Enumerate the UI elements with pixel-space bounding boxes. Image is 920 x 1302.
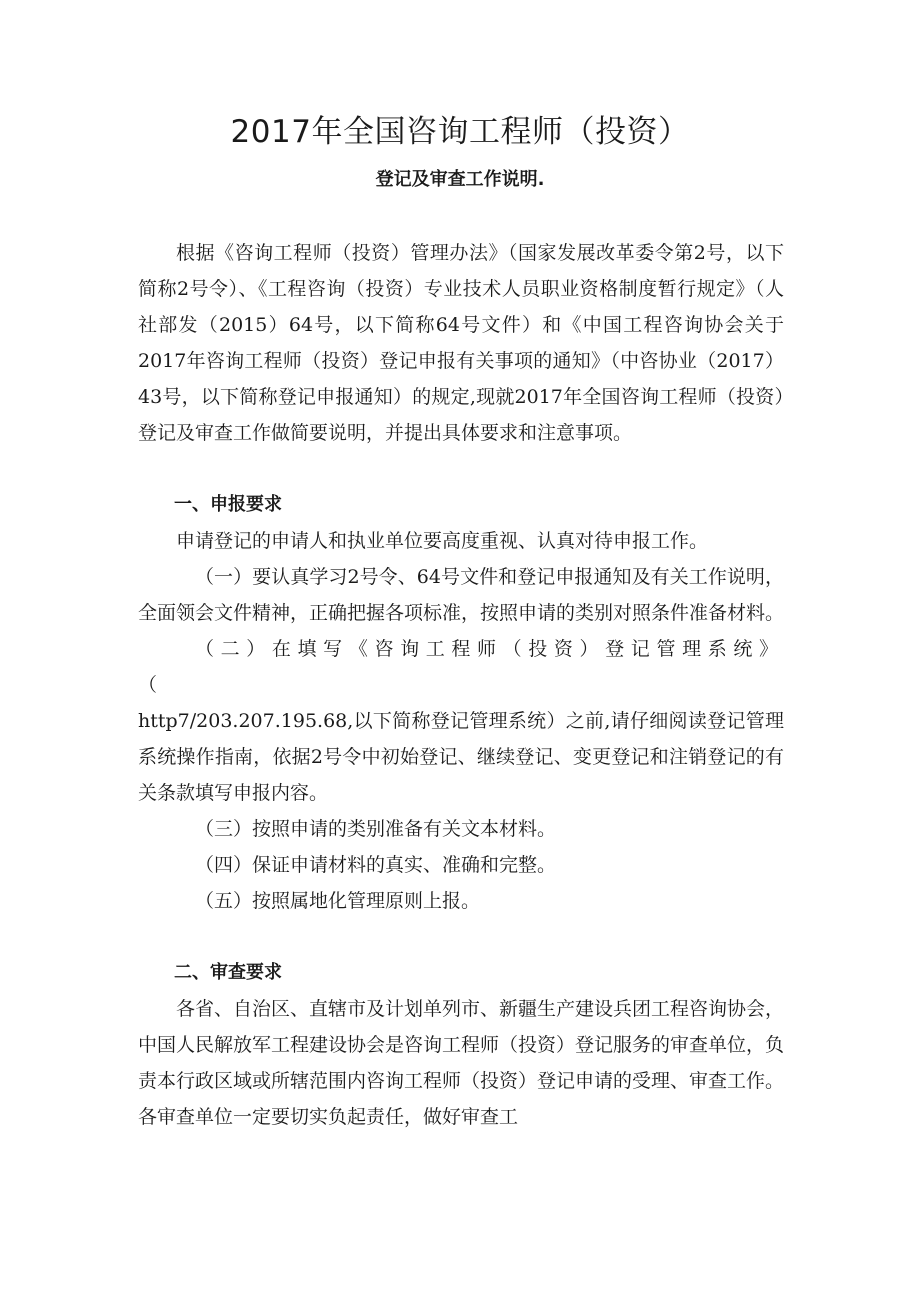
section1-item-2: （二）在填写《咨询工程师（投资）登记管理系统》（ — [138, 638, 784, 696]
section1-item-5: （五）按照属地化管理原则上报。 — [195, 890, 481, 912]
section-heading-2: 二、审查要求 — [174, 962, 282, 983]
section1-item-1: （一）要认真学习2号令、64号文件和登记申报通知及有关工作说明，全面领会文件精神，正确把握各项标准，按照申请的类别对照条件准备材料。 — [138, 566, 785, 624]
section1-item-2-continued: http7∕203.207.195.68,以下简称登记管理系统）之前,请仔细阅读登记管理系统操作指南，依据2号令中初始登记、继续登记、变更登记和注销登记的有关条款填写申报内容。 — [138, 710, 784, 804]
section2-paragraph: 各省、自治区、直辖市及计划单列市、新疆生产建设兵团工程咨询协会，中国人民解放军工程建设协会是咨询工程师（投资）登记服务的审查单位，负责本行政区域或所辖范围内咨询工程师（投资）登记申请的受理、审查工作。各审查单位一定要切实负起责任，做好审查工 — [138, 998, 785, 1128]
document-title: 2017年全国咨询工程师（投资） — [230, 114, 690, 150]
document-body — [138, 235, 784, 1135]
section1-item-4: （四）保证申请材料的真实、准确和完整。 — [195, 854, 557, 876]
document-subtitle: 登记及审查工作说明. — [375, 169, 545, 190]
section1-lead: 申请登记的申请人和执业单位要高度重视、认真对待申报工作。 — [176, 530, 709, 552]
section1-item-3: （三）按照申请的类别准备有关文本材料。 — [195, 818, 557, 840]
intro-paragraph: 根据《咨询工程师（投资）管理办法》（国家发展改革委令第2号，以下简称2号令）、《工程咨询（投资）专业技术人员职业资格制度暂行规定》（人社部发（2015）64号，以下简称64号文件）和《中国工程咨询协会关于2017年咨询工程师（投资）登记申报有关事项的通知》（中咨协业（2017）43号，以下简称登记申报通知）的规定,现就2017年全国咨询工程师（投资）登记及审查工作做简要说明，并提出具体要求和注意事项。 — [138, 242, 784, 444]
section-heading-1: 一、申报要求 — [174, 494, 282, 515]
